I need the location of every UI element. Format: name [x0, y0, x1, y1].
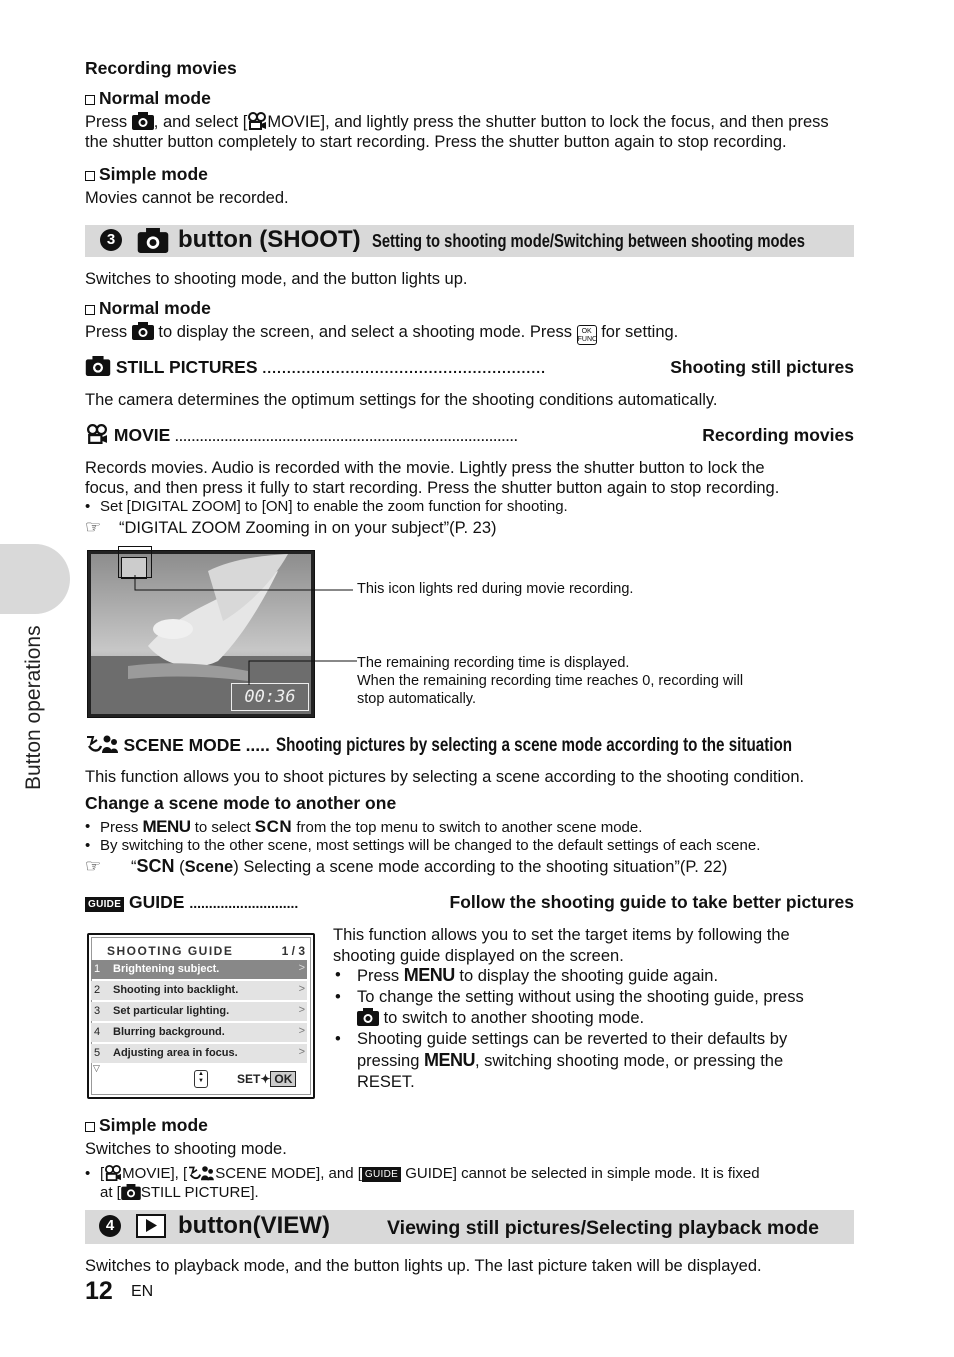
scene-mode-icon: [187, 1165, 215, 1181]
guide-bullet-1: • Press MENU to display the shooting guide again.: [335, 965, 719, 985]
simple-mode-note: • [ MOVIE], [ SCENE MODE], and [ GUIDE GUIDE] cannot be selected in simple mode. It is fixed at [ STILL PICTURE].: [85, 1165, 760, 1201]
movie-row: MOVIE ................................................................................... Recording movies: [85, 424, 854, 448]
guide-item-4[interactable]: 4 Blurring background. >: [91, 1023, 307, 1042]
guide-item-2[interactable]: 2 Shooting into backlight. >: [91, 981, 307, 1000]
chevron-right-icon: >: [298, 962, 305, 974]
callout-frame-1: [118, 546, 152, 578]
callout-line-2: [248, 660, 358, 686]
guide-set-label: SET✦ OK: [237, 1071, 296, 1087]
checkbox-icon: [85, 171, 95, 181]
normal-mode-text-2: the shutter button completely to start recording. Press the shutter button again to stop recording.: [85, 133, 787, 151]
change-scene-heading: Change a scene mode to another one: [85, 793, 397, 813]
scene-bullets: [85, 818, 885, 855]
normal-mode-text-1: Press , and select [ MOVIE], and lightly press the shutter button to lock the focus, and then press: [85, 113, 829, 131]
scene-mode-row: SCENE MODE ..... Shooting pictures by selecting a scene mode according to the situation: [85, 734, 885, 757]
section-3-intro: Switches to shooting mode, and the button lights up.: [85, 270, 468, 288]
normal-mode-heading-2: Normal mode: [85, 297, 211, 319]
simple-mode-heading-1: Simple mode: [85, 163, 208, 185]
section-3-normal-text: Press to display the screen, and select a shooting mode. Press OK FUNC for setting.: [85, 323, 679, 343]
guide-bullet-2: • To change the setting without using the shooting guide, press to switch to another shooting mode.: [335, 988, 804, 1027]
checkbox-icon: [85, 95, 95, 105]
reference-hand-icon: ☞: [85, 517, 102, 537]
scn-label: SCN: [254, 817, 293, 836]
simple-mode-text-1: Movies cannot be recorded.: [85, 189, 289, 207]
section-3-title: button (SHOOT): [178, 226, 361, 253]
movie-ref: ☞ “DIGITAL ZOOM Zooming in on your subject”(P. 23): [85, 517, 497, 537]
language-label: EN: [131, 1283, 154, 1300]
scene-bullet-1: • Press MENU to select SCN from the top menu to switch to another scene mode.: [85, 818, 885, 837]
camera-icon: [137, 228, 169, 253]
guide-icon: GUIDE: [85, 897, 124, 912]
scene-mode-right: Shooting pictures by selecting a scene mode according to the situation: [276, 735, 793, 756]
movie-icon: [104, 1165, 122, 1181]
callout-text-2: The remaining recording time is displayed. When the remaining recording time reaches 0, recording will stop automatically.: [357, 655, 744, 707]
scene-ref: ☞ “SCN (Scene) Selecting a scene mode according to the shooting situation”(P. 22): [85, 856, 728, 876]
movie-bullet: • Set [DIGITAL ZOOM] to [ON] to enable the zoom function for shooting.: [85, 498, 568, 516]
guide-label: GUIDE: [129, 892, 185, 912]
checkbox-icon: [85, 1122, 95, 1132]
up-down-icon: ▲ ▼: [194, 1070, 208, 1088]
section-4-subtitle: Viewing still pictures/Selecting playback mode: [387, 1217, 820, 1239]
play-icon: [136, 1214, 166, 1238]
scroll-down-icon: ▽: [93, 1063, 100, 1073]
scene-bullet-2: • By switching to the other scene, most settings will be changed to the default settings of each scene.: [85, 837, 885, 855]
still-pictures-label: STILL PICTURES: [115, 357, 258, 377]
guide-item-1[interactable]: 1 Brightening subject. >: [91, 960, 307, 979]
still-pictures-right: Shooting still pictures: [670, 357, 854, 377]
guide-row: GUIDE GUIDE ............................ Follow the shooting guide to take better pictures: [85, 891, 854, 914]
recording-movies-heading: Recording movies: [85, 58, 237, 78]
movie-desc-1: Records movies. Audio is recorded with the movie. Lightly press the shutter button to lock the: [85, 459, 765, 477]
guide-bullet-3: • Shooting guide settings can be reverted to their defaults by pressing MENU, switching shooting mode, or pressing the RESET.: [335, 1030, 788, 1091]
chevron-right-icon: >: [298, 983, 305, 995]
guide-right: Follow the shooting guide to take better pictures: [449, 892, 854, 912]
movie-icon: [247, 112, 267, 130]
camera-icon: [357, 1008, 379, 1026]
side-tab-label: Button operations: [22, 625, 45, 790]
section-4-title: button(VIEW): [178, 1212, 330, 1239]
guide-item-3[interactable]: 3 Set particular lighting. >: [91, 1002, 307, 1021]
page-number: 12: [85, 1277, 113, 1305]
movie-desc-2: focus, and then press it fully to start recording. Press the shutter button again to stop recording.: [85, 479, 780, 497]
scene-mode-icon: [85, 734, 119, 754]
camera-icon: [85, 356, 111, 376]
movie-time-readout: 00:36: [231, 683, 309, 711]
scn-label: SCN: [136, 856, 175, 876]
ok-icon: OK: [270, 1071, 296, 1087]
camera-icon: [132, 322, 154, 340]
normal-mode-heading-1: Normal mode: [85, 87, 211, 109]
guide-icon: GUIDE: [362, 1167, 401, 1182]
simple-mode-text-2: Switches to shooting mode.: [85, 1140, 287, 1158]
chevron-right-icon: >: [298, 1046, 305, 1058]
movie-icon: [85, 424, 109, 444]
menu-button-label: MENU: [142, 817, 191, 836]
shooting-guide-title: SHOOTING GUIDE: [107, 944, 234, 958]
camera-icon: [121, 1184, 141, 1200]
reference-hand-icon: ☞: [85, 856, 102, 876]
callout-text-1: This icon lights red during movie recording.: [357, 581, 634, 597]
side-tab-label-wrap: [22, 620, 52, 790]
callout-line-1: [134, 575, 354, 595]
side-tab: [0, 544, 70, 614]
section-4-desc: Switches to playback mode, and the button lights up. The last picture taken will be displayed.: [85, 1257, 762, 1275]
chevron-right-icon: >: [298, 1025, 305, 1037]
section-3-number: 3: [100, 229, 122, 251]
movie-label: MOVIE: [113, 425, 171, 445]
shooting-guide-page: 1 / 3: [281, 944, 305, 958]
camera-icon: [132, 112, 154, 130]
checkbox-icon: [85, 305, 95, 315]
scene-mode-label: SCENE MODE: [123, 735, 242, 755]
guide-item-5[interactable]: 5 Adjusting area in focus. >: [91, 1044, 307, 1063]
scene-mode-desc: This function allows you to shoot pictures by selecting a scene according to the shooting condition.: [85, 768, 805, 786]
simple-mode-heading-2: Simple mode: [85, 1114, 208, 1136]
menu-button-label: MENU: [403, 965, 455, 985]
guide-bullets: [333, 965, 873, 1093]
guide-desc: This function allows you to set the target items by following the shooting guide displayed on the screen.: [333, 926, 790, 965]
ok-func-icon: OK FUNC: [577, 325, 597, 345]
still-pictures-row: STILL PICTURES .......................................................... Shooting still pictures: [85, 356, 854, 379]
section-4-number: 4: [99, 1215, 121, 1237]
section-3-subtitle: Setting to shooting mode/Switching between shooting modes: [372, 231, 805, 251]
movie-bullets: [85, 498, 568, 516]
still-pictures-desc: The camera determines the optimum settings for the shooting conditions automatically.: [85, 391, 718, 409]
chevron-right-icon: >: [298, 1004, 305, 1016]
menu-button-label: MENU: [423, 1050, 475, 1070]
movie-right: Recording movies: [702, 425, 854, 445]
